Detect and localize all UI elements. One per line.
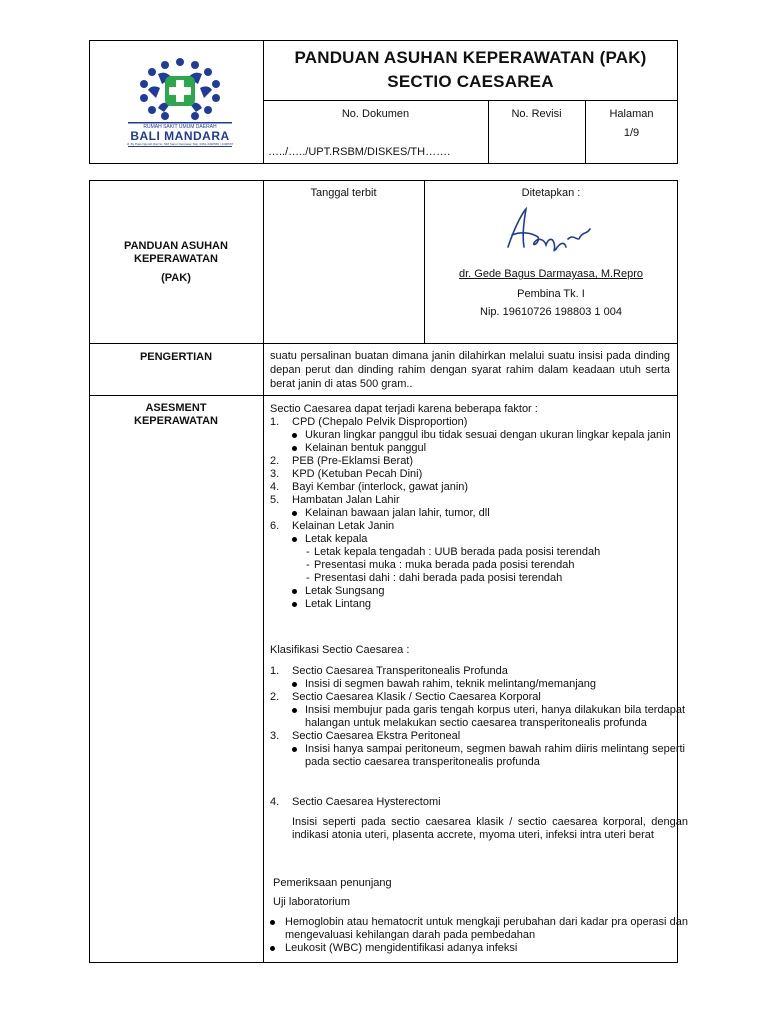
classification-list bbox=[270, 665, 690, 769]
class-detail-text: Insisi hanya sampai peritoneum, segmen bawah rahim diiris melintang seperti pada sectio caesarea transperitonealis profunda bbox=[305, 743, 685, 768]
bullet-icon bbox=[292, 747, 297, 752]
factor-item bbox=[270, 494, 690, 507]
factor-number: 3. bbox=[270, 468, 280, 480]
class-item-text: Sectio Caesarea Klasik / Sectio Caesarea Korporal bbox=[292, 691, 541, 703]
factor-number: 2. bbox=[270, 455, 280, 467]
lab-item-text: Leukosit (WBC) mengidentifikasi adanya infeksi bbox=[285, 942, 518, 954]
factor-text: KPD (Ketuban Pecah Dini) bbox=[292, 468, 423, 480]
factor-item bbox=[270, 559, 690, 572]
factor-item bbox=[270, 533, 690, 546]
dash-icon: - bbox=[306, 572, 310, 584]
class-item-text: Sectio Caesarea Transperitonealis Profunda bbox=[292, 665, 508, 677]
logo-subtitle: RUMAH SAKIT UMUM DAERAH bbox=[143, 124, 217, 130]
signature bbox=[494, 203, 604, 258]
dash-icon: - bbox=[306, 559, 310, 571]
factor-item bbox=[270, 598, 690, 611]
factor-text: PEB (Pre-Eklamsi Berat) bbox=[292, 455, 414, 467]
assessment-content bbox=[270, 403, 690, 611]
definition-label: PENGERTIAN bbox=[139, 351, 213, 363]
hospital-logo bbox=[110, 52, 250, 152]
factor-item bbox=[270, 429, 690, 442]
factor-number: 4. bbox=[270, 481, 280, 493]
bullet-icon bbox=[292, 511, 297, 516]
bullet-icon bbox=[292, 589, 297, 594]
definition-text: suatu persalinan buatan dimana janin dilahirkan melalui suatu insisi pada dinding depan perut dan dinding rahim dengan syarat rahim dalam keadaan utuh serta berat janin di atas 500 gram.. bbox=[270, 350, 670, 390]
factor-item bbox=[270, 520, 690, 533]
factor-text: Hambatan Jalan Lahir bbox=[292, 494, 400, 506]
page-label: Halaman bbox=[609, 108, 654, 120]
factor-detail: Kelainan bawaan jalan lahir, tumor, dll bbox=[305, 507, 490, 519]
lab-title: Uji laboratorium bbox=[273, 896, 351, 908]
dash-icon: - bbox=[306, 546, 310, 558]
class-item-text: Sectio Caesarea Hysterectomi bbox=[292, 796, 441, 808]
assessment-intro: Sectio Caesarea dapat terjadi karena beberapa faktor : bbox=[270, 403, 538, 415]
class-item-3: 3. Sectio Caesarea Ekstra Peritoneal bbox=[270, 730, 461, 742]
class-item-4-detail: Insisi seperti pada sectio caesarea klasik / sectio caesarea korporal, dengan indikasi atonia uteri, plasenta accrete, myoma uteri, infeksi intra uteri berat bbox=[292, 816, 688, 841]
factor-item bbox=[270, 546, 690, 559]
factor-item bbox=[270, 442, 690, 455]
factor-item bbox=[270, 481, 690, 494]
factor-text: CPD (Chepalo Pelvik Disproportion) bbox=[292, 416, 468, 428]
doc-type-title bbox=[89, 240, 263, 285]
factor-text: Bayi Kembar (interlock, gawat janin) bbox=[292, 481, 469, 493]
factor-text: Kelainan Letak Janin bbox=[292, 520, 395, 532]
class-item-3-detail bbox=[270, 743, 690, 769]
factor-detail: Letak Lintang bbox=[305, 598, 372, 610]
class-detail-text: Insisi di segmen bawah rahim, teknik melintang/memanjang bbox=[305, 678, 597, 690]
bullet-icon bbox=[292, 602, 297, 607]
bullet-icon bbox=[270, 946, 275, 951]
class-item-4: 4. Sectio Caesarea Hysterectomi bbox=[270, 796, 441, 808]
factor-item bbox=[270, 468, 690, 481]
classification-title: Klasifikasi Sectio Caesarea : bbox=[270, 644, 410, 656]
class-item-1-detail bbox=[270, 678, 690, 691]
factor-item bbox=[270, 455, 690, 468]
logo-address: Jl. By Pass Ngurah Rai No. 548 Sanur Denpasar Telp. 0361-4490566 / 4490567 bbox=[126, 142, 234, 146]
class-item-1: 1. Sectio Caesarea Transperitonealis Profunda bbox=[270, 665, 508, 677]
page-title-line2: SECTIO CAESAREA bbox=[387, 72, 554, 91]
lab-item-1 bbox=[270, 916, 690, 942]
factor-detail: Letak Sungsang bbox=[305, 585, 385, 597]
signer-nip: Nip. 19610726 198803 1 004 bbox=[480, 306, 622, 318]
assessment-label bbox=[89, 402, 263, 428]
factor-number: 6. bbox=[270, 520, 280, 532]
factor-item bbox=[270, 507, 690, 520]
lab-item-text: Hemoglobin atau hematocrit untuk mengkaji perubahan dari kadar pra operasi dan mengevaluasi kehilangan darah pada pembedahan bbox=[285, 916, 688, 941]
page-title-line1: PANDUAN ASUHAN KEPERAWATAN (PAK) bbox=[294, 48, 647, 67]
bullet-icon bbox=[292, 433, 297, 438]
support-title: Pemeriksaan penunjang bbox=[273, 877, 392, 889]
factor-item bbox=[270, 416, 690, 429]
doc-type-line: PANDUAN ASUHAN bbox=[124, 240, 228, 252]
logo-name: BALI MANDARA bbox=[130, 129, 230, 143]
factor-detail: Letak kepala bbox=[305, 533, 368, 545]
signer-rank: Pembina Tk. I bbox=[517, 288, 585, 300]
factor-list bbox=[270, 416, 690, 611]
class-detail-text: Insisi membujur pada garis tengah korpus uteri, hanya dilakukan bila terdapat halangan untuk melakukan sectio caesarea transperitonealis profunda bbox=[305, 704, 685, 729]
factor-number: 1. bbox=[270, 416, 280, 428]
factor-detail: Ukuran lingkar panggul ibu tidak sesuai dengan ukuran lingkar kepala janin bbox=[305, 429, 671, 441]
doc-number-value: …../…../UPT.RSBM/DISKES/TH……. bbox=[268, 146, 451, 158]
set-label: Ditetapkan : bbox=[521, 187, 581, 199]
bullet-icon bbox=[292, 537, 297, 542]
factor-subdetail: Presentasi dahi : dahi berada pada posisi terendah bbox=[314, 572, 563, 584]
doc-type-line: (PAK) bbox=[161, 272, 191, 284]
class-item-text: Sectio Caesarea Ekstra Peritoneal bbox=[292, 730, 461, 742]
doc-number-label: No. Dokumen bbox=[341, 108, 410, 120]
issue-date-label: Tanggal terbit bbox=[310, 187, 377, 199]
bullet-icon bbox=[270, 920, 275, 925]
bullet-icon bbox=[292, 682, 297, 687]
assessment-label-line: ASESMENT bbox=[145, 402, 207, 414]
lab-item-2 bbox=[270, 942, 690, 955]
class-item-2: 2. Sectio Caesarea Klasik / Sectio Caesarea Korporal bbox=[270, 691, 541, 703]
page-value: 1/9 bbox=[623, 127, 640, 139]
factor-item bbox=[270, 585, 690, 598]
factor-detail: Kelainan bentuk panggul bbox=[305, 442, 427, 454]
factor-item bbox=[270, 572, 690, 585]
factor-subdetail: Letak kepala tengadah : UUB berada pada posisi terendah bbox=[314, 546, 601, 558]
doc-type-line: KEPERAWATAN bbox=[134, 253, 218, 265]
revision-label: No. Revisi bbox=[511, 108, 562, 120]
signer-name: dr. Gede Bagus Darmayasa, M.Repro bbox=[458, 268, 644, 280]
factor-subdetail: Presentasi muka : muka berada pada posisi terendah bbox=[314, 559, 575, 571]
assessment-label-line: KEPERAWATAN bbox=[134, 415, 218, 427]
bullet-icon bbox=[292, 446, 297, 451]
factor-number: 5. bbox=[270, 494, 280, 506]
bullet-icon bbox=[292, 708, 297, 713]
class-item-2-detail bbox=[270, 704, 690, 730]
